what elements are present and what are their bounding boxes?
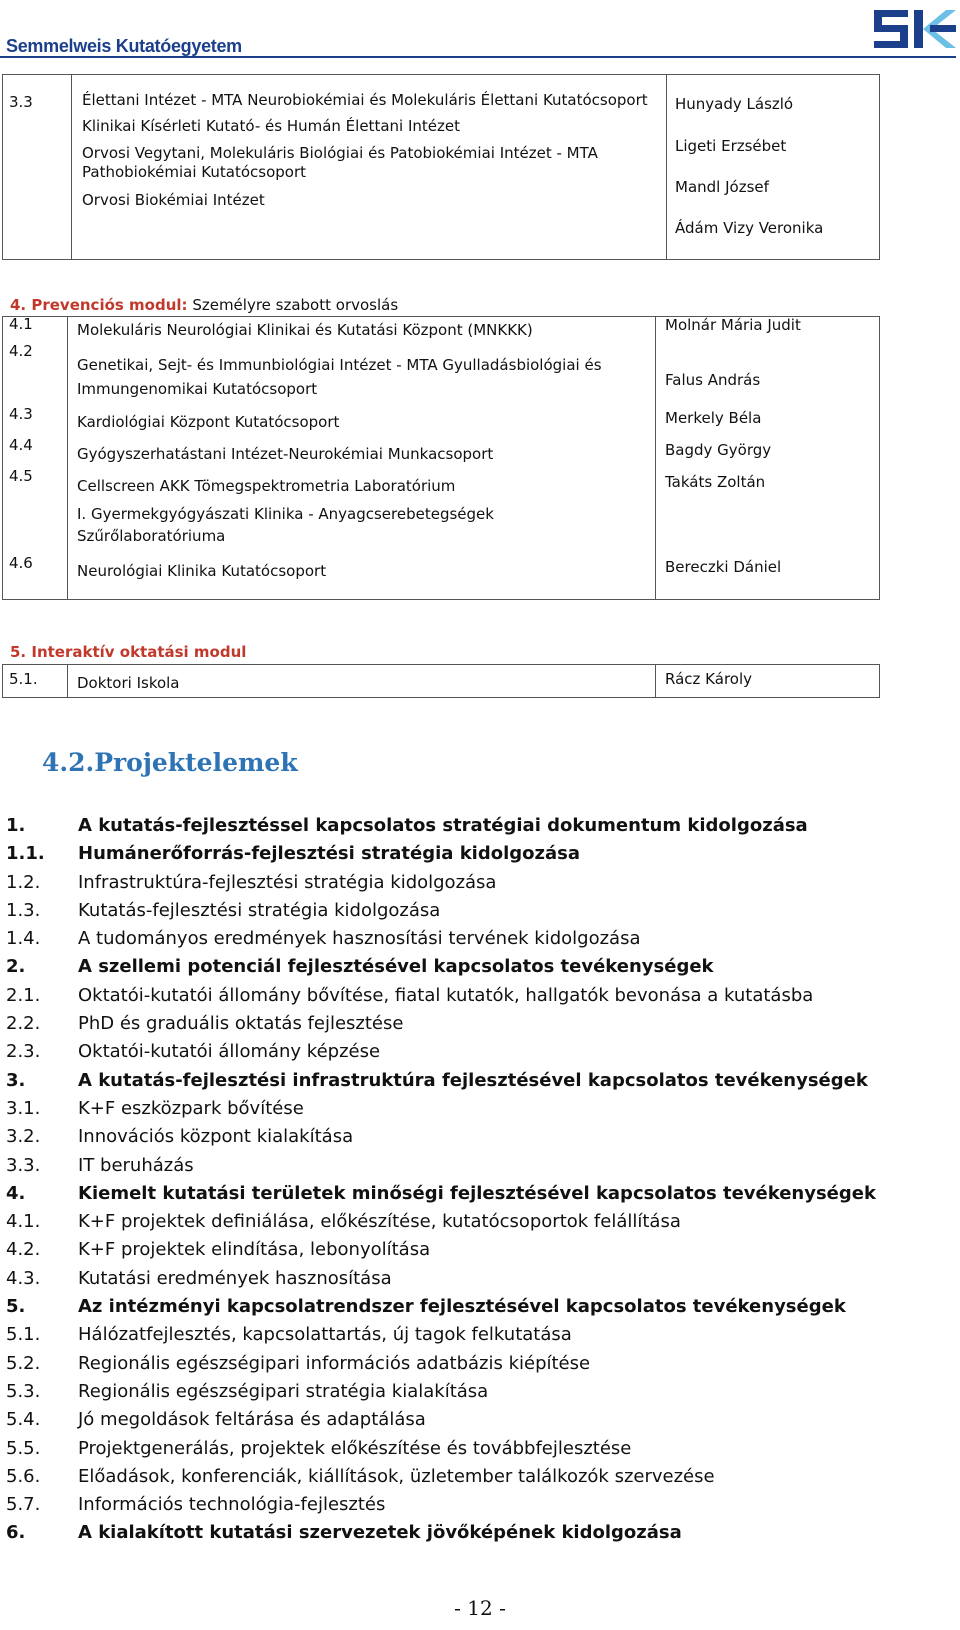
- item-number: 5.3.: [6, 1380, 41, 1402]
- item-number: 1.2.: [6, 871, 41, 893]
- item-text: Infrastruktúra-fejlesztési stratégia kidolgozása: [78, 871, 497, 893]
- item-number: 3.1.: [6, 1097, 41, 1119]
- list-item: [6, 1038, 906, 1066]
- item-text: K+F eszközpark bővítése: [78, 1097, 304, 1119]
- list-item: [6, 840, 906, 868]
- item-number: 1.3.: [6, 899, 41, 921]
- item-number: 5.: [6, 1296, 26, 1318]
- module4-topic: Személyre szabott orvoslás: [187, 296, 399, 314]
- list-item: [6, 1265, 906, 1293]
- module5-label: 5. Interaktív oktatási modul: [10, 643, 247, 661]
- row-number: 3.3: [3, 75, 72, 260]
- institute-name: Élettani Intézet - MTA Neurobiokémiai és Molekuláris Élettani Kutatócsoport: [82, 91, 648, 109]
- institute-name: I. Gyermekgyógyászati Klinika - Anyagcserebetegségek Szűrőlaboratóriuma: [77, 505, 494, 545]
- person-name: Rácz Károly: [665, 670, 752, 688]
- institute-name: Doktori Iskola: [77, 674, 180, 692]
- institute-name: Neurológiai Klinika Kutatócsoport: [77, 562, 327, 580]
- section-heading: 4.2.Projektelemek: [42, 748, 298, 777]
- item-text: PhD és graduális oktatás fejlesztése: [78, 1013, 404, 1035]
- person-name: Bagdy György: [665, 441, 772, 459]
- person-name: Mandl József: [675, 178, 769, 196]
- item-text: Előadások, konferenciák, kiállítások, üzletember találkozók szervezése: [78, 1465, 715, 1487]
- item-text: Kiemelt kutatási területek minőségi fejlesztésével kapcsolatos tevékenységek: [78, 1182, 876, 1204]
- item-number: 5.1.: [6, 1324, 41, 1346]
- column-divider: [655, 317, 656, 599]
- item-text: Kutatás-fejlesztési stratégia kidolgozása: [78, 899, 441, 921]
- list-item: [6, 1067, 906, 1095]
- list-item: [6, 1152, 906, 1180]
- item-number: 4.1.: [6, 1211, 41, 1233]
- list-item: [6, 1321, 906, 1349]
- item-number: 4.: [6, 1182, 26, 1204]
- institute-cell: [72, 75, 667, 260]
- item-number: 2.2.: [6, 1013, 41, 1035]
- row-number: 4.6: [9, 554, 33, 572]
- item-number: 5.6.: [6, 1465, 41, 1487]
- list-item: [6, 1350, 906, 1378]
- university-logo: [872, 6, 958, 52]
- list-item: [6, 1378, 906, 1406]
- list-item: [6, 1491, 906, 1519]
- project-elements-list: [6, 812, 906, 1548]
- person-name: Merkely Béla: [665, 409, 762, 427]
- item-number: 5.4.: [6, 1409, 41, 1431]
- item-number: 5.7.: [6, 1494, 41, 1516]
- item-number: 2.1.: [6, 984, 41, 1006]
- item-text: Humánerőforrás-fejlesztési stratégia kidolgozása: [78, 843, 580, 865]
- institute-name: Orvosi Vegytani, Molekuláris Biológiai és Patobiokémiai Intézet - MTA Pathobiokémiai Kutatócsoport: [82, 144, 598, 181]
- item-text: A kutatás-fejlesztési infrastruktúra fejlesztésével kapcsolatos tevékenységek: [78, 1069, 868, 1091]
- row-number: 4.2: [9, 342, 33, 360]
- row-number: 4.5: [9, 467, 33, 485]
- list-item: [6, 1208, 906, 1236]
- item-number: 3.2.: [6, 1126, 41, 1148]
- item-text: Hálózatfejlesztés, kapcsolattartás, új tagok felkutatása: [78, 1324, 572, 1346]
- list-item: [6, 982, 906, 1010]
- institute-name: Cellscreen AKK Tömegspektrometria Laboratórium: [77, 477, 456, 495]
- module5-title: [10, 643, 246, 661]
- list-item: [6, 1180, 906, 1208]
- item-text: IT beruházás: [78, 1154, 194, 1176]
- row-number: 4.3: [9, 405, 33, 423]
- list-item: [6, 1406, 906, 1434]
- item-number: 4.3.: [6, 1267, 41, 1289]
- institute-name: Genetikai, Sejt- és Immunbiológiai Intézet - MTA Gyulladásbiológiai és Immungenomikai Kutatócsoport: [77, 356, 602, 398]
- list-item: [6, 1519, 906, 1547]
- university-name: Semmelweis Kutatóegyetem: [6, 36, 242, 56]
- list-item: [6, 953, 906, 981]
- item-text: K+F projektek elindítása, lebonyolítása: [78, 1239, 431, 1261]
- list-item: [6, 925, 906, 953]
- list-item: [6, 1435, 906, 1463]
- institute-name: Gyógyszerhatástani Intézet-Neurokémiai Munkacsoport: [77, 445, 494, 463]
- item-number: 2.: [6, 956, 26, 978]
- list-item: [6, 1293, 906, 1321]
- row-number: 4.4: [9, 436, 33, 454]
- column-divider: [655, 665, 656, 697]
- module3-table: [2, 74, 880, 260]
- item-text: A kutatás-fejlesztéssel kapcsolatos stratégiai dokumentum kidolgozása: [78, 815, 808, 836]
- person-name: Falus András: [665, 371, 761, 389]
- list-item: [6, 1010, 906, 1038]
- list-item: [6, 1463, 906, 1491]
- list-item: [6, 869, 906, 897]
- item-text: K+F projektek definiálása, előkészítése, kutatócsoportok felállítása: [78, 1211, 681, 1233]
- person-name: Molnár Mária Judit: [665, 316, 801, 334]
- item-text: Kutatási eredmények hasznosítása: [78, 1267, 392, 1289]
- person-name: Bereczki Dániel: [665, 558, 782, 576]
- item-text: Oktatói-kutatói állomány bővítése, fiatal kutatók, hallgatók bevonása a kutatásba: [78, 984, 814, 1006]
- item-number: 1.4.: [6, 928, 41, 950]
- module4-table: [2, 316, 880, 600]
- column-divider: [67, 665, 68, 697]
- person-name: Hunyady László: [675, 95, 794, 113]
- item-text: A kialakított kutatási szervezetek jövőképének kidolgozása: [78, 1522, 682, 1544]
- list-item: [6, 1236, 906, 1264]
- person-name: Ádám Vizy Veronika: [675, 219, 824, 237]
- list-item: [6, 897, 906, 925]
- item-text: Regionális egészségipari információs adatbázis kiépítése: [78, 1352, 591, 1374]
- item-text: Oktatói-kutatói állomány képzése: [78, 1041, 381, 1063]
- module4-title: [10, 296, 398, 314]
- person-name: Takáts Zoltán: [665, 473, 766, 491]
- person-cell: [667, 75, 880, 260]
- item-text: Regionális egészségipari stratégia kialakítása: [78, 1380, 489, 1402]
- item-text: Az intézményi kapcsolatrendszer fejlesztésével kapcsolatos tevékenységek: [78, 1296, 846, 1318]
- item-number: 3.: [6, 1069, 26, 1091]
- institute-name: Orvosi Biokémiai Intézet: [82, 191, 265, 209]
- institute-name: Kardiológiai Központ Kutatócsoport: [77, 413, 340, 431]
- item-text: A tudományos eredmények hasznosítási tervének kidolgozása: [78, 928, 641, 950]
- list-item: [6, 1123, 906, 1151]
- item-number: 5.5.: [6, 1437, 41, 1459]
- item-text: Innovációs központ kialakítása: [78, 1126, 354, 1148]
- item-number: 1.: [6, 815, 26, 836]
- item-text: Projektgenerálás, projektek előkészítése és továbbfejlesztése: [78, 1437, 632, 1459]
- person-name: Ligeti Erzsébet: [675, 137, 787, 155]
- institute-name: Klinikai Kísérleti Kutató- és Humán Élettani Intézet: [82, 117, 460, 135]
- table-row: [3, 75, 880, 260]
- item-number: 2.3.: [6, 1041, 41, 1063]
- item-number: 4.2.: [6, 1239, 41, 1261]
- list-item: [6, 1095, 906, 1123]
- list-item: [6, 812, 906, 840]
- item-text: A szellemi potenciál fejlesztésével kapcsolatos tevékenységek: [78, 956, 714, 978]
- header-rule: [0, 56, 956, 58]
- row-number: 5.1.: [9, 670, 38, 688]
- item-number: 6.: [6, 1522, 26, 1544]
- module5-table: [2, 664, 880, 698]
- item-number: 5.2.: [6, 1352, 41, 1374]
- page-number: - 12 -: [454, 1596, 506, 1620]
- item-number: 1.1.: [6, 843, 45, 865]
- row-number: 4.1: [9, 315, 33, 333]
- item-text: Információs technológia-fejlesztés: [78, 1494, 386, 1516]
- item-text: Jó megoldások feltárása és adaptálása: [78, 1409, 426, 1431]
- module4-label: 4. Prevenciós modul:: [10, 296, 188, 314]
- column-divider: [67, 317, 68, 599]
- item-number: 3.3.: [6, 1154, 41, 1176]
- institute-name: Molekuláris Neurológiai Klinikai és Kutatási Központ (MNKKK): [77, 321, 533, 339]
